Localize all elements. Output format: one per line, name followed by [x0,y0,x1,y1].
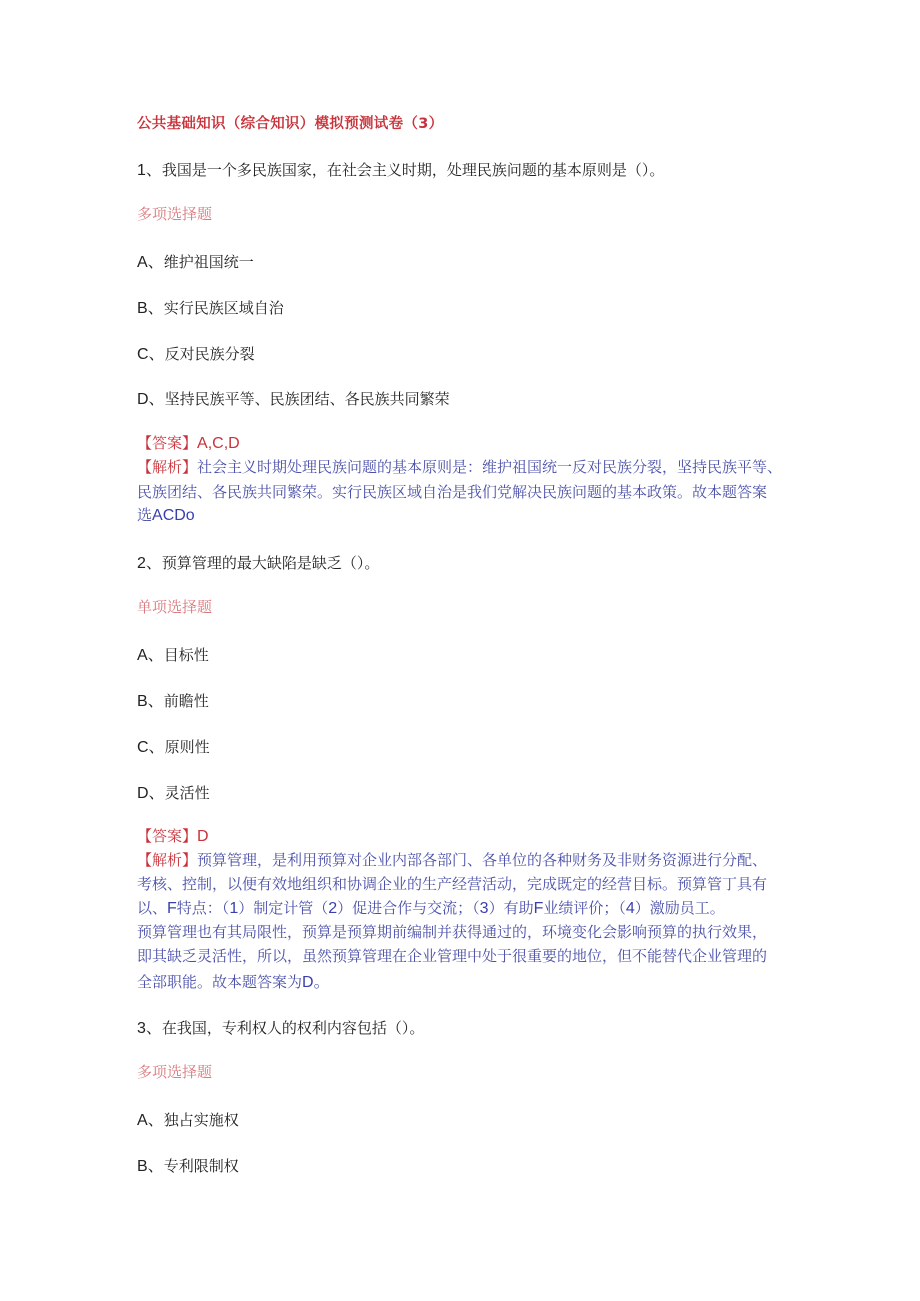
question-3-option-a [137,1107,239,1130]
option-letter: B、 [137,300,164,317]
question-number: 3、 [137,1020,162,1037]
question-2-type: 单项选择题 [137,598,213,616]
explanation-latin: F [533,900,544,917]
question-2-option-a [137,642,209,665]
question-1-type: 多项选择题 [137,205,213,223]
option-letter: C、 [137,739,165,756]
option-text: 维护祖国统一 [163,253,254,271]
question-1-answer [137,432,240,453]
option-text: 专利限制权 [163,1157,239,1175]
explanation-tag: 【解析】 [137,851,198,869]
option-letter: A、 [137,254,164,271]
question-1-explanation-line-3 [137,504,195,525]
explanation-text: 预算管理，是利用预算对企业内部各部门、各单位的各种财务及非财务资源进行分配、 [197,851,768,869]
question-1-option-b [137,295,284,318]
option-text: 原则性 [164,738,210,756]
question-2-explanation-line-1 [137,849,767,870]
question-2-answer [137,825,209,846]
question-text: 预算管理的最大缺陷是缺乏（）。 [161,554,380,572]
option-letter: A、 [137,1112,164,1129]
explanation-answer: ACDo [152,507,195,524]
explanation-latin: 2 [328,900,338,917]
question-1-option-d [137,386,450,409]
question-2-option-b [137,688,209,711]
question-2-explanation-line-5: 即其缺乏灵活性，所以，虽然预算管理在企业管理中处于很重要的地位，但不能替代企业管理的 [137,947,768,965]
explanation-text: 选 [137,506,153,524]
question-text: 我国是一个多民族国家，在社会主义时期，处理民族问题的基本原则是（）。 [161,161,665,179]
option-text: 前瞻性 [163,692,209,710]
explanation-text: 社会主义时期处理民族问题的基本原则是：维护祖国统一反对民族分裂，坚持民族平等、 [197,458,783,476]
question-2-stem [137,550,379,573]
option-letter: C、 [137,346,165,363]
option-text: 灵活性 [164,784,210,802]
explanation-text: ）激励员工。 [634,899,725,917]
answer-value: D [197,828,209,845]
explanation-text: ）制定计管（ [238,899,329,917]
explanation-answer: D。 [302,974,330,991]
explanation-text: 特点：（ [176,899,230,917]
question-2-explanation-line-2: 考核、控制，以便有效地组织和协调企业的生产经营活动，完成既定的经营目标。预算管丁具有 [137,875,768,893]
explanation-text: 业绩评价；（ [543,899,626,917]
question-2-explanation-line-3 [137,897,725,918]
option-letter: D、 [137,785,165,802]
question-2-explanation-line-6 [137,969,330,992]
explanation-text: 以、 [137,899,168,917]
question-3-option-b [137,1153,239,1176]
option-letter: A、 [137,647,164,664]
explanation-text: ）有助 [488,899,534,917]
option-text: 独占实施权 [163,1111,239,1129]
explanation-tag: 【解析】 [137,458,198,476]
question-3-stem [137,1015,424,1038]
question-text: 在我国，专利权人的权利内容包括（）。 [161,1019,425,1037]
answer-tag: 【答案】 [137,434,198,452]
option-text: 目标性 [163,646,209,664]
document-title: 公共基础知识（综合知识）模拟预测试卷（3） [137,116,444,132]
explanation-latin: 1 [229,900,239,917]
question-1-option-a [137,249,254,272]
question-1-stem [137,157,664,180]
answer-tag: 【答案】 [137,827,198,845]
question-1-explanation-line-1 [137,456,782,477]
question-1-explanation-line-2: 民族团结、各民族共同繁荣。实行民族区域自治是我们党解决民族问题的基本政策。故本题答案 [137,483,768,501]
option-letter: D、 [137,391,165,408]
option-text: 实行民族区域自治 [163,299,284,317]
question-2-option-d [137,780,210,803]
explanation-latin: 4 [625,900,635,917]
question-number: 1、 [137,162,162,179]
answer-value: A,C,D [197,435,240,452]
question-2-option-c [137,734,210,757]
question-1-option-c [137,341,255,364]
explanation-text: 全部职能。故本题答案为 [137,973,303,991]
explanation-latin: F [167,900,177,917]
question-number: 2、 [137,555,162,572]
explanation-text: ）促进合作与交流；（ [337,899,480,917]
option-letter: B、 [137,693,164,710]
option-text: 坚持民族平等、民族团结、各民族共同繁荣 [164,390,450,408]
option-text: 反对民族分裂 [164,345,255,363]
option-letter: B、 [137,1158,164,1175]
question-3-type: 多项选择题 [137,1063,213,1081]
question-2-explanation-line-4: 预算管理也有其局限性，预算是预算期前编制并获得通过的，环境变化会影响预算的执行效果， [137,923,768,941]
explanation-latin: 3 [479,900,489,917]
